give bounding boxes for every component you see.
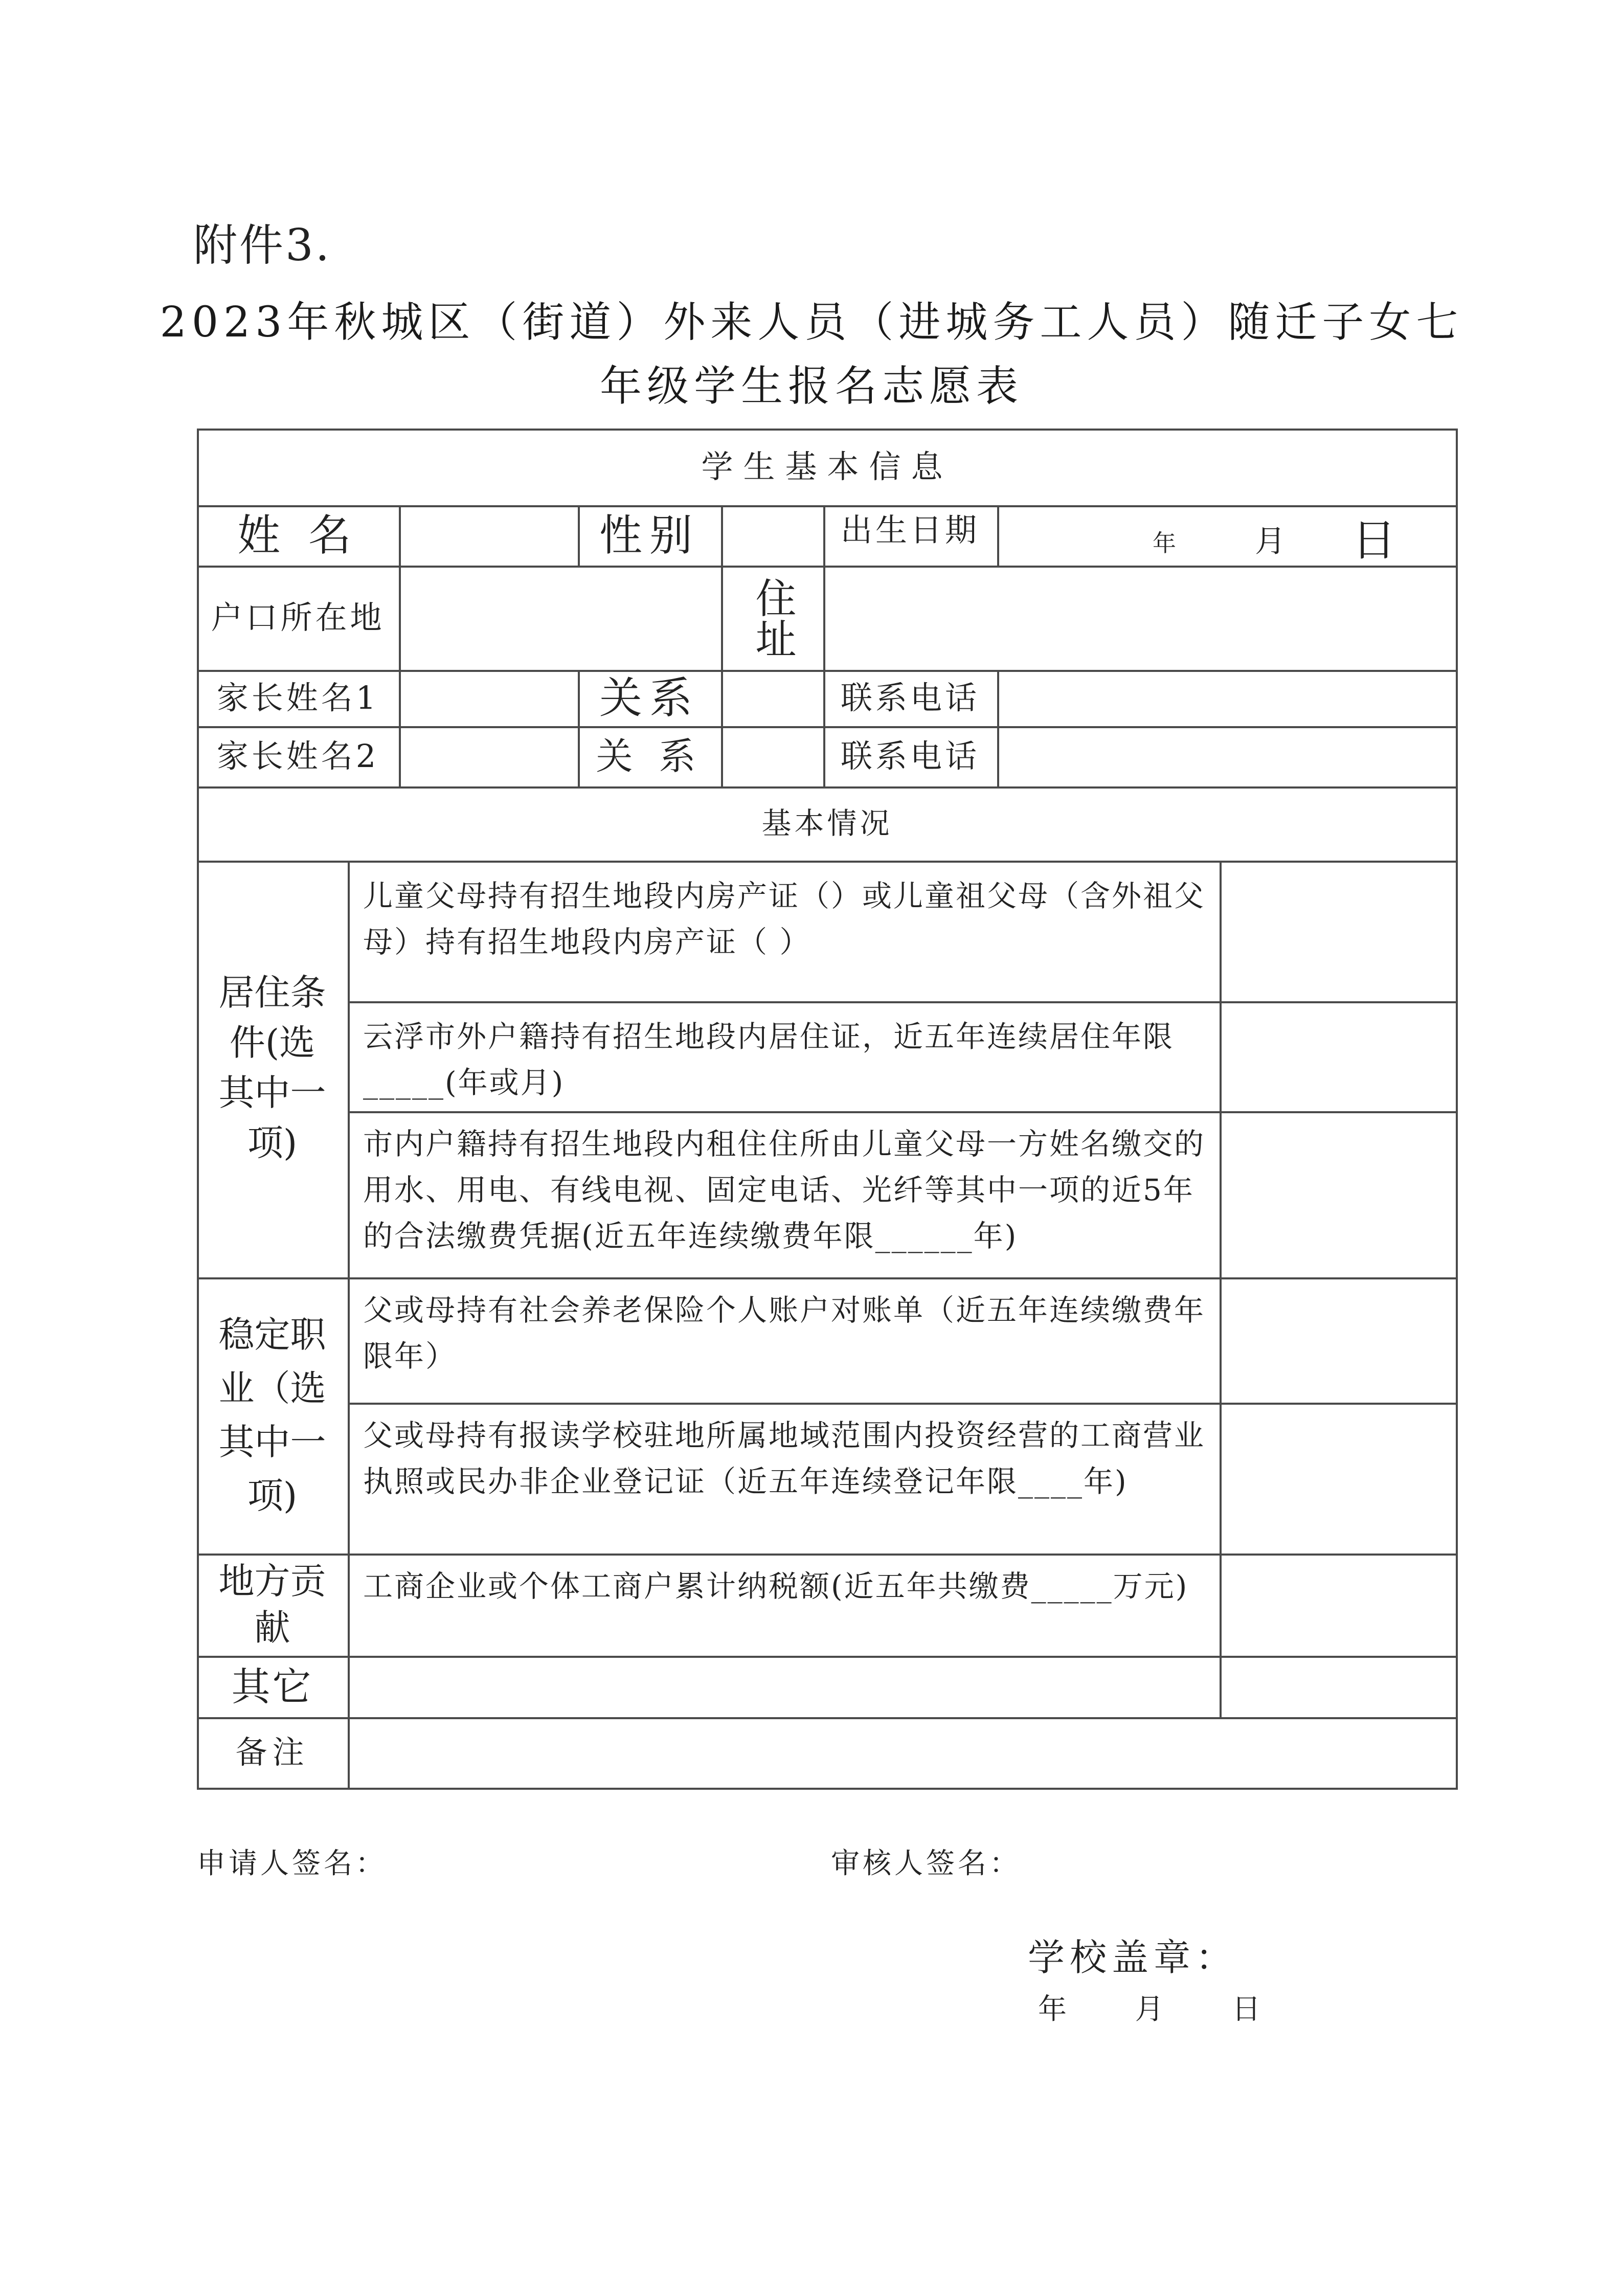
birth-date-label: 出生日期	[840, 511, 980, 549]
other-check[interactable]	[1222, 1658, 1456, 1715]
residence-item-1-check[interactable]	[1222, 863, 1456, 999]
school-seal-label: 学校盖章：	[1028, 1936, 1238, 1979]
birth-month-label: 月	[1255, 524, 1286, 559]
parent1-name-label: 家长姓名1	[216, 679, 379, 717]
residence-group-label: 居住条件(选其中一项)	[218, 972, 326, 1164]
seal-date-month: 月	[1135, 1993, 1167, 2026]
residence-item-3: 市内户籍持有招生地段内租住住所由儿童父母一方姓名缴交的用水、用电、有线电视、固定电话、光纤等其中一项的近5年的合法缴费凭据(近五年连续缴费年限______年)	[363, 1127, 1206, 1253]
residence-item-1: 儿童父母持有招生地段内房产证（）或儿童祖父母（含外祖父母）持有招生地段内房产证（ ）	[363, 879, 1206, 959]
gender-label: 性别	[599, 510, 700, 560]
seal-date-year: 年	[1038, 1993, 1070, 2026]
form-title-line-1: 2023年秋城区（街道）外来人员（进城务工人员）随迁子女七	[160, 298, 1463, 347]
seal-date	[1038, 1987, 1264, 2028]
parent2-name-label: 家长姓名2	[216, 737, 379, 775]
attachment-label: 附件3.	[193, 220, 332, 271]
address-label: 住址	[749, 577, 796, 659]
parent1-relation-label: 关系	[599, 672, 700, 723]
remarks-field[interactable]	[350, 1719, 1454, 1786]
section-basic-info: 学生基本信息	[701, 448, 953, 486]
employment-group-label: 稳定职业（选其中一项)	[218, 1314, 326, 1517]
parent2-relation-field[interactable]	[723, 728, 821, 784]
remarks-label: 备注	[235, 1734, 309, 1771]
section-basic-situation: 基本情况	[761, 806, 893, 841]
parent2-relation-label: 关 系	[596, 735, 703, 778]
parent1-name-field[interactable]	[401, 672, 576, 724]
contribution-item: 工商企业或个体工商户累计纳税额(近五年共缴费_____万元)	[363, 1569, 1189, 1604]
table-border-bottom	[197, 1788, 1457, 1790]
contribution-check[interactable]	[1222, 1556, 1456, 1654]
employment-item-1: 父或母持有社会养老保险个人账户对账单（近五年连续缴费年限年）	[363, 1293, 1206, 1374]
parent1-phone-label: 联系电话	[840, 679, 980, 717]
name-label: 姓 名	[237, 510, 358, 560]
address-field[interactable]	[825, 568, 1456, 668]
parent2-phone-label: 联系电话	[840, 737, 980, 775]
other-field[interactable]	[350, 1658, 1218, 1715]
registration-form-table	[197, 429, 1457, 1789]
contribution-label: 地方贡献	[218, 1560, 326, 1649]
parent1-relation-field[interactable]	[723, 672, 821, 724]
parent2-phone-field[interactable]	[999, 728, 1456, 784]
parent1-phone-field[interactable]	[999, 672, 1456, 724]
employment-item-1-check[interactable]	[1222, 1279, 1456, 1401]
seal-date-day: 日	[1232, 1993, 1264, 2026]
employment-item-2-check[interactable]	[1222, 1405, 1456, 1551]
birth-year-label: 年	[1153, 529, 1176, 557]
residence-item-2-check[interactable]	[1222, 1003, 1456, 1109]
name-field[interactable]	[401, 507, 576, 564]
employment-item-2: 父或母持有报读学校驻地所属地域范围内投资经营的工商营业执照或民办非企业登记证（近五年连续登记年限____年)	[363, 1418, 1206, 1499]
hukou-field[interactable]	[401, 568, 719, 668]
parent2-name-field[interactable]	[401, 728, 576, 784]
gender-field[interactable]	[723, 507, 821, 564]
residence-item-3-check[interactable]	[1222, 1113, 1456, 1275]
applicant-signature-label: 申请人签名：	[197, 1847, 387, 1880]
col-divider	[348, 861, 350, 1789]
residence-item-2: 云浮市外户籍持有招生地段内居住证，近五年连续居住年限_____(年或月)	[363, 1019, 1175, 1100]
table-border-right	[1456, 429, 1458, 1790]
other-label: 其它	[231, 1663, 313, 1709]
form-title-line-2: 年级学生报名志愿表	[599, 362, 1023, 411]
reviewer-signature-label: 审核人签名：	[831, 1847, 1021, 1880]
birth-day-label: 日	[1352, 515, 1396, 566]
birth-date-field[interactable]	[999, 507, 1456, 564]
hukou-label: 户口所在地	[211, 599, 385, 637]
